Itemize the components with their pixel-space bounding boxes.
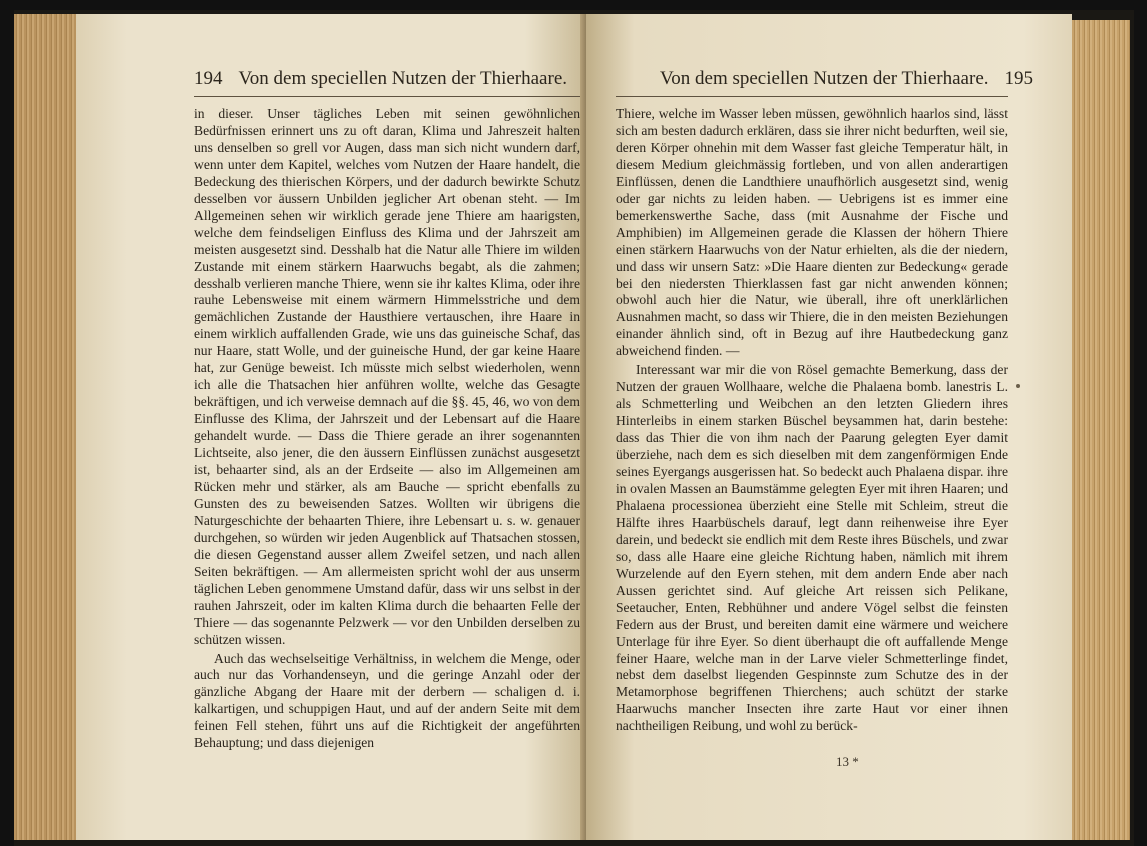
- left-running-title: Von dem speciellen Nutzen der Thierhaare.: [238, 68, 568, 89]
- right-paragraph-1: Thiere, welche im Wasser leben müssen, gewöhnlich haarlos sind, lässt sich am besten dadurch erklären, dass sie ihrer nicht bedurften, weil sie, deren Körper ohnehin mit dem Wasser fast gleiche Temperatur hält, in diesem Medium gleichmässig fortleben, und von allen anderartigen Einflüssen, denen die Landthiere unaufhörlich ausgesetzt sind, wenig oder gar nichts zu leiden haben. — Uebrigens ist es immer eine bemerkenswerthe Sache, dass (mit Ausnahme der Fische und Amphibien) im Allgemeinen gerade die Klassen der höhern Thiere einen stärkern Haarwuchs von der Natur erhielten, als die der niedern, und dass wir unsern Satz: »Die Haare dienten zur Bedeckung« gerade bei den niedersten Thierklassen fast gar nicht anwenden können; obwohl auch hier die Natur, wie überall, ihre oft unerklärlichen Ausnahmen macht, so dass wir Thiere, die in den meisten Beziehungen einander ähnlich sind, oft in Bezug auf ihre Hautbedeckung ganz abweichend finden. —: [616, 106, 1008, 359]
- left-paragraph-1: in dieser. Unser tägliches Leben mit seinen gewöhnlichen Bedürfnissen erinnert uns zu oft daran, Klima und Jahreszeit halten uns denselben so grell vor Augen, dass man sich nicht wundern darf, wenn unter dem Kapitel, welches vom Nutzen der Haare handelt, die Bedeckung des thierischen Körpers, und der dadurch bewirkte Schutz desselben vor äussern Unbilden jeglicher Art obenan steht. — Im Allgemeinen sehen wir wirklich gerade jene Thiere am haarigsten, welche dem feindseligen Einfluss des Klima und der Jahrszeit am meisten ausgesetzt sind. Desshalb hat die Natur alle Thiere im wilden Zustande mit einem stärkern Haarwuchs begabt, als die zahmen; desshalb verlieren manche Thiere, wenn sie ihr kaltes Klima, oder ihre rauhe Lebensweise mit einem wärmern Himmelsstriche und dem gemächlichen Zustande der Hausthiere vertauschen, ihre Haare in einem wirklich auffallenden Grade, wie uns das guineische Schaf, das nur Haare, statt Wolle, und der guineische Hund, der gar keine Haare hat, zur Genüge beweist. Ich müsste mich selbst wiederholen, wenn ich alle die Thatsachen hier anführen wollte, welche das Gesagte bekräftigen, und ich verweise demnach auf die §§. 45, 46, wo von dem Einflusse des Klima, der Jahrszeit und der Lebensart auf die Haare gehandelt wurde. — Dass die Thiere gerade an ihrer sogenannten Lichtseite, also jener, die den äussern Einflüssen zunächst ausgesetzt ist, behaarter sind, als an der Erdseite — also im Allgemeinen am Rücken mehr und stärker, als am Bauche — spricht ebenfalls zu Gunsten des zu beweisenden Satzes. Wollten wir übrigens die Naturgeschichte der behaarten Thiere, ihre Lebensart u. s. w. genauer durchgehen, so würden wir jeden Augenblick auf Thatsachen stossen, die diesen Gegenstand ausser allem Zweifel setzen, und nach allen Seiten bekräftigen. — Am allermeisten spricht wohl der aus unserm täglichen Leben genommene Umstand dafür, dass wir uns selbst in der rauhen Jahrszeit, oder im kalten Klima durch die behaarten Felle der Thiere — das sogenannte Pelzwerk — vor den Unbilden derselben zu schützen wissen.: [194, 106, 580, 647]
- left-page-text: [194, 106, 580, 752]
- signature-mark: 13 *: [836, 754, 859, 769]
- right-page: [586, 14, 1072, 840]
- right-running-head: [660, 68, 1033, 98]
- left-page-number: 194: [194, 68, 223, 89]
- right-page-edges: [1072, 20, 1130, 840]
- left-page: [76, 14, 586, 840]
- right-paragraph-2: Interessant war mir die von Rösel gemachte Bemerkung, dass der Nutzen der grauen Wollhaare, welche die Phalaena bomb. lanestris L. als Schmetterling und Weibchen an den letzten Gliedern ihres Hinterleibs in einem starken Büschel beysammen hat, darin bestehe: dass das Thier die von ihm nach der Paarung gelegten Eyer damit überziehe, nach dem es sich dieselben mit dem zangenförmigen Ende seines Eyergangs ausgerissen hat. So bedeckt auch Phalaena dispar. ihre in ovalen Massen an Baumstämme gelegten Eyer mit ihren Haaren; und Phalaena processionea überzieht eine Stelle mit Schleim, streut die Hälfte ihres Haarbüschels darauf, legt dann reihenweise ihre Eyer darein, und bedeckt sie endlich mit dem Reste ihres Büschels, und zwar so, dass alle Haare eine gleiche Richtung haben, nämlich mit ihrem Wurzelende auf den Eyern stehen, mit dem andern Ende aber nach Aussen gerichtet sind. Auf gleiche Art reissen sich Pelikane, Seetaucher, Enten, Rebhühner und andere Vögel selbst die feinsten Federn aus der Brust, und bereiten damit eine wärmere und weichere Unterlage für ihre Eyer. So dient überhaupt die oft auffallende Menge feiner Haare, welche man in der Larve vieler Schmetterlinge findet, nebst dem daselbst liegenden Gespinnste zum Schutze des in der Metamorphose begriffenen Thierchens; auch schützt der starke Haarwuchs mancher Insecten ihre zarte Haut vor einer ihnen nachtheiligen Reibung, und wohl zu berück-: [616, 362, 1008, 734]
- left-running-head: [194, 68, 567, 98]
- left-paragraph-2: Auch das wechselseitige Verhältniss, in welchem die Menge, oder auch nur das Vorhandenseyn, und die geringe Anzahl oder der gänzliche Abgang der Haare mit der derbern — schaligen d. i. kalkartigen, und schuppigen Haut, und auf der andern Seite mit dem feinen Fell stehen, führt uns auf die Richtigkeit der angeführten Behauptung; und dass diejenigen: [194, 650, 580, 751]
- right-running-title: Von dem speciellen Nutzen der Thierhaare.: [660, 68, 989, 89]
- right-head-rule: [616, 96, 1008, 97]
- left-head-rule: [194, 96, 580, 97]
- right-page-text: [616, 106, 1008, 735]
- left-page-edges: [14, 14, 76, 840]
- margin-dot: [1016, 384, 1020, 388]
- right-page-number: 195: [1004, 68, 1034, 89]
